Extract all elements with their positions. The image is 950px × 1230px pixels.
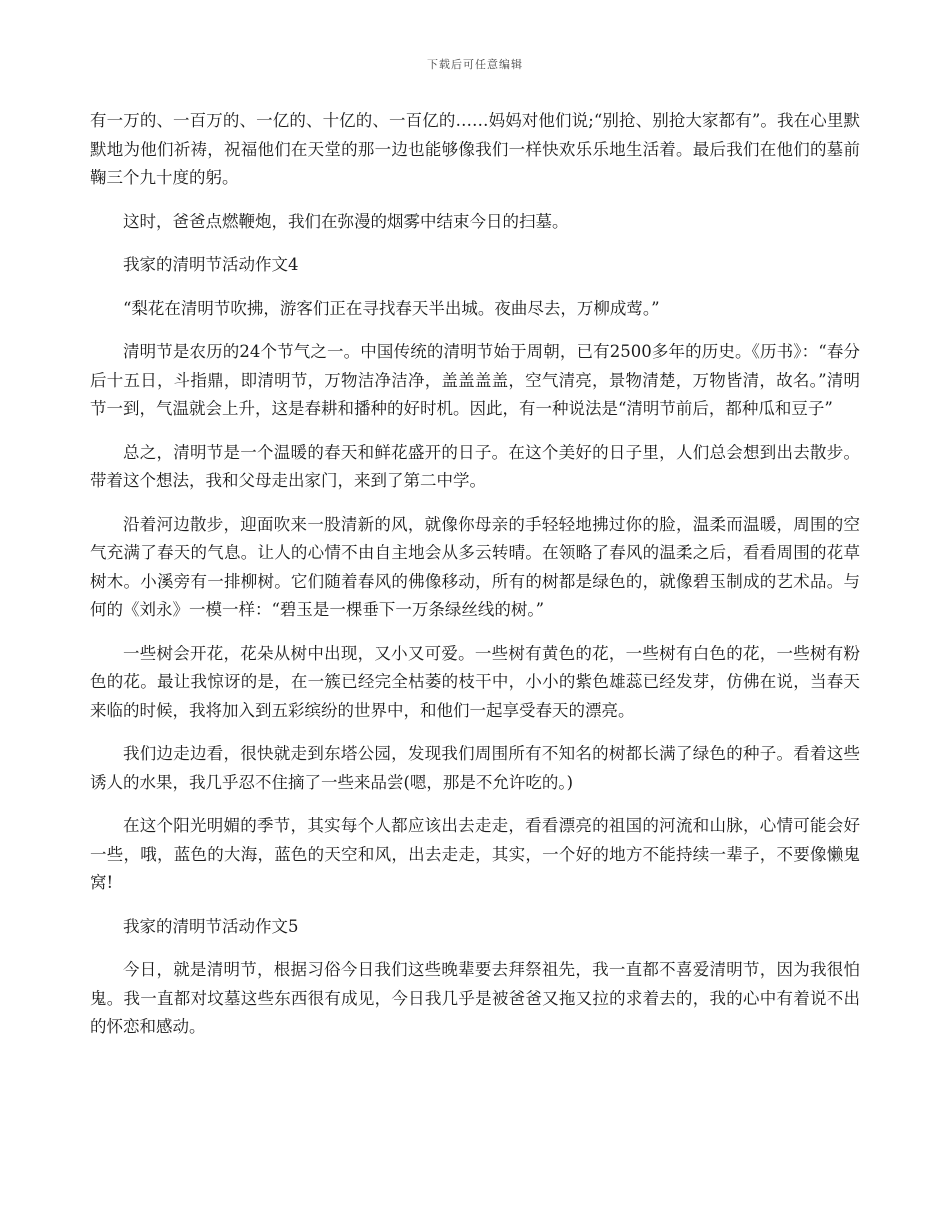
paragraph-12: 今日，就是清明节，根据习俗今日我们这些晚辈要去拜祭祖先，我一直都不喜爱清明节，因为我很怕鬼。我一直都对坟墓这些东西很有成见，今日我几乎是被爸爸又拖又拉的求着去的，我的心中有着说不出的怀恋和感动。 xyxy=(90,960,860,1036)
paragraph-1: 有一万的、一百万的、一亿的、十亿的、一百亿的……妈妈对他们说;“别抢、别抢大家都有”。我在心里默默地为他们祈祷，祝福他们在天堂的那一边也能够像我们一样快欢乐乐地生活着。最后我们在他们的墓前鞠三个九十度的躬。 xyxy=(90,111,860,187)
paragraph-quote: “梨花在清明节吹拂，游客们正在寻找春天半出城。夜曲尽去，万柳成莺。” xyxy=(123,298,660,318)
paragraph-6: 总之，清明节是一个温暖的春天和鲜花盛开的日子。在这个美好的日子里，人们总会想到出去散步。带着这个想法，我和父母走出家门，来到了第二中学。 xyxy=(90,442,860,490)
page-header: 下载后可任意编辑 xyxy=(427,58,523,71)
document-body xyxy=(90,107,860,1057)
section-heading-4: 我家的清明节活动作文4 xyxy=(123,255,299,274)
paragraph-10: 在这个阳光明媚的季节，其实每个人都应该出去走走，看看漂亮的祖国的河流和山脉，心情可能会好一些，哦，蓝色的大海，蓝色的天空和风，出去走走，其实，一个好的地方不能持续一辈子，不要像懒鬼窝! xyxy=(90,816,860,892)
paragraph-8: 一些树会开花，花朵从树中出现，又小又可爱。一些树有黄色的花，一些树有白色的花，一些树有粉色的花。最让我惊讶的是，在一簇已经完全枯萎的枝干中，小小的紫色雄蕊已经发芽，仿佛在说，当春天来临的时候，我将加入到五彩缤纷的世界中，和他们一起享受春天的漂亮。 xyxy=(90,643,860,720)
paragraph-5: 清明节是农历的24个节气之一。中国传统的清明节始于周朝，已有2500多年的历史。《历书》：“春分后十五日，斗指鼎，即清明节，万物洁净洁净，盖盖盖盖，空气清亮，景物清楚，万物皆清，故名。”清明节一到，气温就会上升，这是春耕和播种的好时机。因此，有一种说法是“清明节前后，都种瓜和豆子” xyxy=(90,342,860,418)
paragraph-2: 这时，爸爸点燃鞭炮，我们在弥漫的烟雾中结束今日的扫墓。 xyxy=(123,211,569,231)
section-heading-5: 我家的清明节活动作文5 xyxy=(123,916,299,936)
paragraph-7: 沿着河边散步，迎面吹来一股清新的风，就像你母亲的手轻轻地拂过你的脸，温柔而温暖，周围的空气充满了春天的气息。让人的心情不由自主地会从多云转晴。在领略了春风的温柔之后，看看周围的花草树木。小溪旁有一排柳树。它们随着春风的佛像移动，所有的树都是绿色的，就像碧玉制成的艺术品。与何的《刘永》一模一样：“碧玉是一棵垂下一万条绿丝线的树。” xyxy=(90,514,860,619)
paragraph-9: 我们边走边看，很快就走到东塔公园，发现我们周围所有不知名的树都长满了绿色的种子。看着这些诱人的水果，我几乎忍不住摘了一些来品尝(嗯，那是不允许吃的。) xyxy=(90,744,860,792)
